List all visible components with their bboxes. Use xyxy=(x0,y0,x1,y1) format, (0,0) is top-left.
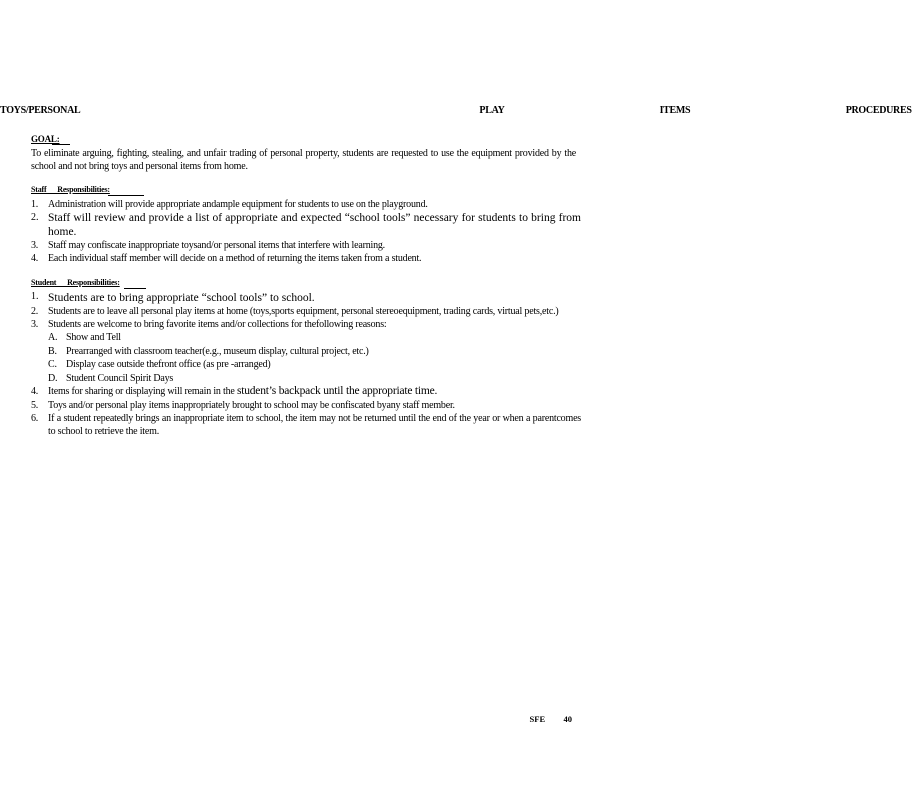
list-item xyxy=(31,399,581,412)
sublist-item xyxy=(48,372,581,386)
sublist-item-letter: C. xyxy=(48,359,57,371)
list-item-text: Each individual staff member will decide on a method of returning the items taken from a student. xyxy=(48,253,422,265)
list-item xyxy=(31,305,581,318)
sublist-item xyxy=(48,358,581,372)
list-item xyxy=(31,239,581,252)
list-item-number: 5. xyxy=(31,399,39,411)
list-item xyxy=(31,252,581,265)
staff-list xyxy=(31,198,581,266)
list-item xyxy=(31,318,581,385)
list-item-number: 3. xyxy=(31,240,39,252)
sublist-item-letter: D. xyxy=(48,372,58,384)
student-heading: Student Responsibilities: xyxy=(31,278,120,287)
document-title: TOYS/PERSONAL PLAY ITEMS PROCEDURES xyxy=(0,105,912,116)
staff-heading: Staff Responsibilities: xyxy=(31,185,110,194)
staff-underline xyxy=(108,195,144,196)
list-item-number: 3. xyxy=(31,319,39,331)
student-list xyxy=(31,290,581,438)
sublist-item-letter: A. xyxy=(48,332,58,344)
list-item-text: Administration will provide appropriate andample equipment for students to use on the playground. xyxy=(48,199,428,210)
list-item-text-emphasis: student’s backpack until the appropriate time. xyxy=(236,385,438,398)
list-item xyxy=(31,385,581,398)
list-item-number: 6. xyxy=(31,412,39,424)
sublist-item-text: Student Council Spirit Days xyxy=(66,372,174,384)
sublist-item xyxy=(48,331,581,345)
list-item xyxy=(31,198,581,211)
list-item-number: 2. xyxy=(31,306,39,317)
list-item-text: Staff will review and provide a list of appropriate and expected “school tools” necessary for students to bring from home. xyxy=(48,212,581,239)
goal-paragraph: To eliminate arguing, fighting, stealing, and unfair trading of personal property, students are requested to use the equipment provided by the school and not bring toys and personal items from home. xyxy=(31,148,576,172)
list-item xyxy=(31,412,581,438)
reasons-sublist xyxy=(48,331,581,385)
list-item-text: Staff may confiscate inappropriate toysand/or personal items that interfere with learning. xyxy=(48,240,385,252)
list-item-number: 2. xyxy=(31,212,39,224)
list-item-number: 1. xyxy=(31,291,39,302)
list-item-number: 4. xyxy=(31,386,39,398)
sublist-item xyxy=(48,345,581,359)
page-footer: SFE 40 xyxy=(529,714,572,724)
list-item-text: If a student repeatedly brings an inappropriate item to school, the item may not be returned until the end of the year or when a parentcomes to school to retrieve the item. xyxy=(48,412,581,438)
sublist-item-text: Show and Tell xyxy=(66,332,121,344)
sublist-item-text: Display case outside thefront office (as pre -arranged) xyxy=(66,359,271,371)
sublist-item-text: Prearranged with classroom teacher(e.g., museum display, cultural project, etc.) xyxy=(66,345,369,357)
sublist-item-letter: B. xyxy=(48,345,57,357)
list-item-text: Items for sharing or displaying will remain in the xyxy=(48,386,237,398)
list-item xyxy=(31,290,581,305)
list-item-number: 4. xyxy=(31,253,39,265)
list-item xyxy=(31,211,581,239)
student-underline xyxy=(124,288,146,289)
goal-heading: GOAL: xyxy=(31,134,60,144)
list-item-number: 1. xyxy=(31,199,39,210)
list-item-text: Students are welcome to bring favorite items and/or collections for thefollowing reasons: xyxy=(48,319,387,331)
list-item-text: Students are to bring appropriate “school tools” to school. xyxy=(48,292,315,304)
list-item-text: Toys and/or personal play items inappropriately brought to school may be confiscated byany staff member. xyxy=(48,399,455,411)
list-item-text: Students are to leave all personal play items at home (toys,sports equipment, personal stereoequipment, trading cards, virtual pets,etc.) xyxy=(48,306,559,317)
goal-underline xyxy=(52,144,70,145)
